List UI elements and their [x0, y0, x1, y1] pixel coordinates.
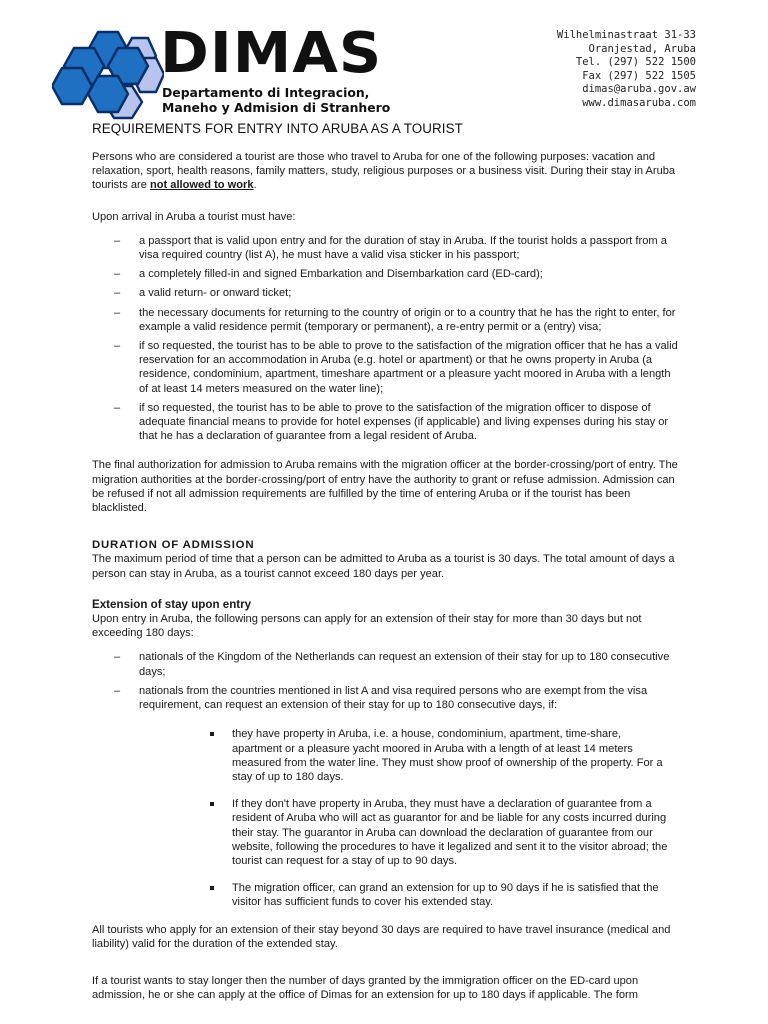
dash-marker: – [114, 268, 121, 281]
list-item [92, 650, 682, 678]
intro-text: Persons who are considered a tourist are those who travel to Aruba for one of the following purposes: vacation and relaxation, sport, health reasons, family matters, study, religious purposes or a business visit. During their stay in Aruba tourists are [92, 151, 676, 192]
insurance-paragraph: All tourists who apply for an extension of their stay beyond 30 days are required to have travel insurance (medical and liability) valid for the duration of the extended stay. [92, 923, 671, 950]
extension-conditions-list [92, 727, 682, 909]
extension-intro: Upon entry in Aruba, the following persons can apply for an extension of their stay for more than 30 days but not exceeding 180 days: [92, 613, 642, 640]
intro-paragraph [92, 150, 682, 193]
arrival-intro: Upon arrival in Aruba a tourist must have: [92, 210, 296, 223]
list-item-text: nationals of the Kingdom of the Netherlands can request an extension of their stay for up to 180 consecutive days; [139, 651, 670, 678]
dash-marker: – [114, 340, 121, 353]
agency-name-line-1: Departamento di Integracion, [162, 85, 370, 100]
dash-marker: – [114, 684, 121, 697]
list-item [92, 727, 682, 784]
list-item-text: the necessary documents for returning to the country of origin or to a country that he has the right to enter, for example a valid residence permit (temporary or permanent), a re-entry permit or a (entry) visa; [139, 306, 676, 333]
dash-marker: – [114, 306, 121, 319]
address-city: Oranjestad, Aruba [588, 42, 696, 55]
extension-heading: Extension of stay upon entry [92, 597, 252, 611]
email-address: dimas@aruba.gov.aw [582, 83, 696, 96]
list-item [92, 267, 682, 281]
list-item [92, 339, 682, 396]
list-item-text: The migration officer, can grand an extension for up to 90 days if he is satisfied that the visitor has sufficient funds to cover his extended stay. [232, 882, 659, 909]
list-item-text: nationals from the countries mentioned in list A and visa required persons who are exempt from the visa requirement, can request an extension of their stay for up to 180 consecutive days, if: [139, 684, 648, 712]
dash-marker: – [114, 287, 121, 300]
list-item-text: a passport that is valid upon entry and for the duration of stay in Aruba. If the tourist holds a passport from a visa required country (list A), he must have a valid visa sticker in his passport; [139, 234, 667, 262]
square-bullet-icon [210, 802, 214, 806]
list-item [92, 401, 682, 444]
agency-name-line-2: Maneho y Admision di Stranhero [162, 100, 391, 115]
arrival-requirements-list [92, 234, 682, 444]
document-body [92, 150, 682, 1002]
list-item-text: they have property in Aruba, i.e. a house, condominium, apartment, time-share, apartment or a pleasure yacht moored in Aruba with a length of at least 14 meters measured from the water line. They must show proof of ownership of the property. For a stay of up to 180 days. [232, 728, 663, 783]
dash-marker: – [114, 234, 121, 247]
list-item [92, 684, 682, 712]
extension-eligibility-list [92, 650, 682, 712]
logo-wordmark: DIMAS [160, 21, 383, 86]
dash-marker: – [114, 401, 121, 414]
hexagon-cluster-icon [52, 28, 164, 120]
dimas-logo [52, 21, 391, 120]
list-item [92, 234, 682, 262]
address-street: Wilhelminastraat 31-33 [556, 29, 696, 41]
square-bullet-icon [210, 732, 214, 736]
agency-name [162, 85, 390, 115]
list-item [92, 306, 682, 334]
list-item [92, 286, 682, 300]
phone-number: Tel. (297) 522 1500 [575, 56, 696, 69]
intro-end: . [253, 179, 257, 192]
duration-heading: DURATION OF ADMISSION [92, 539, 255, 552]
dash-marker: – [114, 651, 121, 664]
list-item-text: if so requested, the tourist has to be able to prove to the satisfaction of the migration officer that he has a valid reservation for an accommodation in Aruba (e.g. hotel or apartment) or that he owns property in Aruba (a residence, condominium, apartment, timeshare apartment or a pleasure yacht moored in Aruba with a length of at least 14 meters measured on the water line); [139, 340, 678, 395]
page-title: REQUIREMENTS FOR ENTRY INTO ARUBA AS A TOURIST [92, 121, 463, 136]
intro-emphasis: not allowed to work [149, 179, 254, 192]
website-address: www.dimasaruba.com [582, 96, 696, 109]
list-item [92, 797, 682, 868]
square-bullet-icon [210, 886, 214, 890]
duration-paragraph: The maximum period of time that a person can be admitted to Aruba as a tourist is 30 days. The total amount of days a person can stay in Aruba, as a tourist cannot exceed 180 days per year. [92, 553, 675, 580]
list-item-text: If they don't have property in Aruba, they must have a declaration of guarantee from a resident of Aruba who will act as guarantor for and be liable for any costs incurred during their stay. The guarantor in Aruba can download the declaration of guarantee from our website, following the procedures to have it legalized and sent it to the visitor abroad; the tourist can request for a stay of up to 90 days. [232, 798, 668, 867]
list-item-text: a completely filled-in and signed Embarkation and Disembarkation card (ED-card); [139, 268, 543, 281]
contact-block [557, 29, 696, 111]
list-item-text: if so requested, the tourist has to be able to prove to the satisfaction of the migration officer to dispose of adequate financial means to provide for hotel expenses (if applicable) and living expenses during his stay or that he has a declaration of guarantee from a legal resident of Aruba. [139, 401, 669, 443]
final-authorization-paragraph: The final authorization for admission to Aruba remains with the migration officer at the border-crossing/port of entry. The migration authorities at the border-crossing/port of entry have the authority to grant or refuse admission. Admission can be refused if not all admission requirements are fulfilled by the time of entering Aruba or if the tourist has been blacklisted. [92, 459, 678, 515]
list-item-text: a valid return- or onward ticket; [139, 287, 292, 300]
longer-stay-paragraph: If a tourist wants to stay longer then the number of days granted by the immigration officer on the ED-card upon admission, he or she can apply at the office of Dimas for an extension for up to 180 days if applicable. The form [92, 974, 639, 1002]
list-item [92, 881, 682, 909]
fax-number: Fax (297) 522 1505 [582, 69, 696, 82]
